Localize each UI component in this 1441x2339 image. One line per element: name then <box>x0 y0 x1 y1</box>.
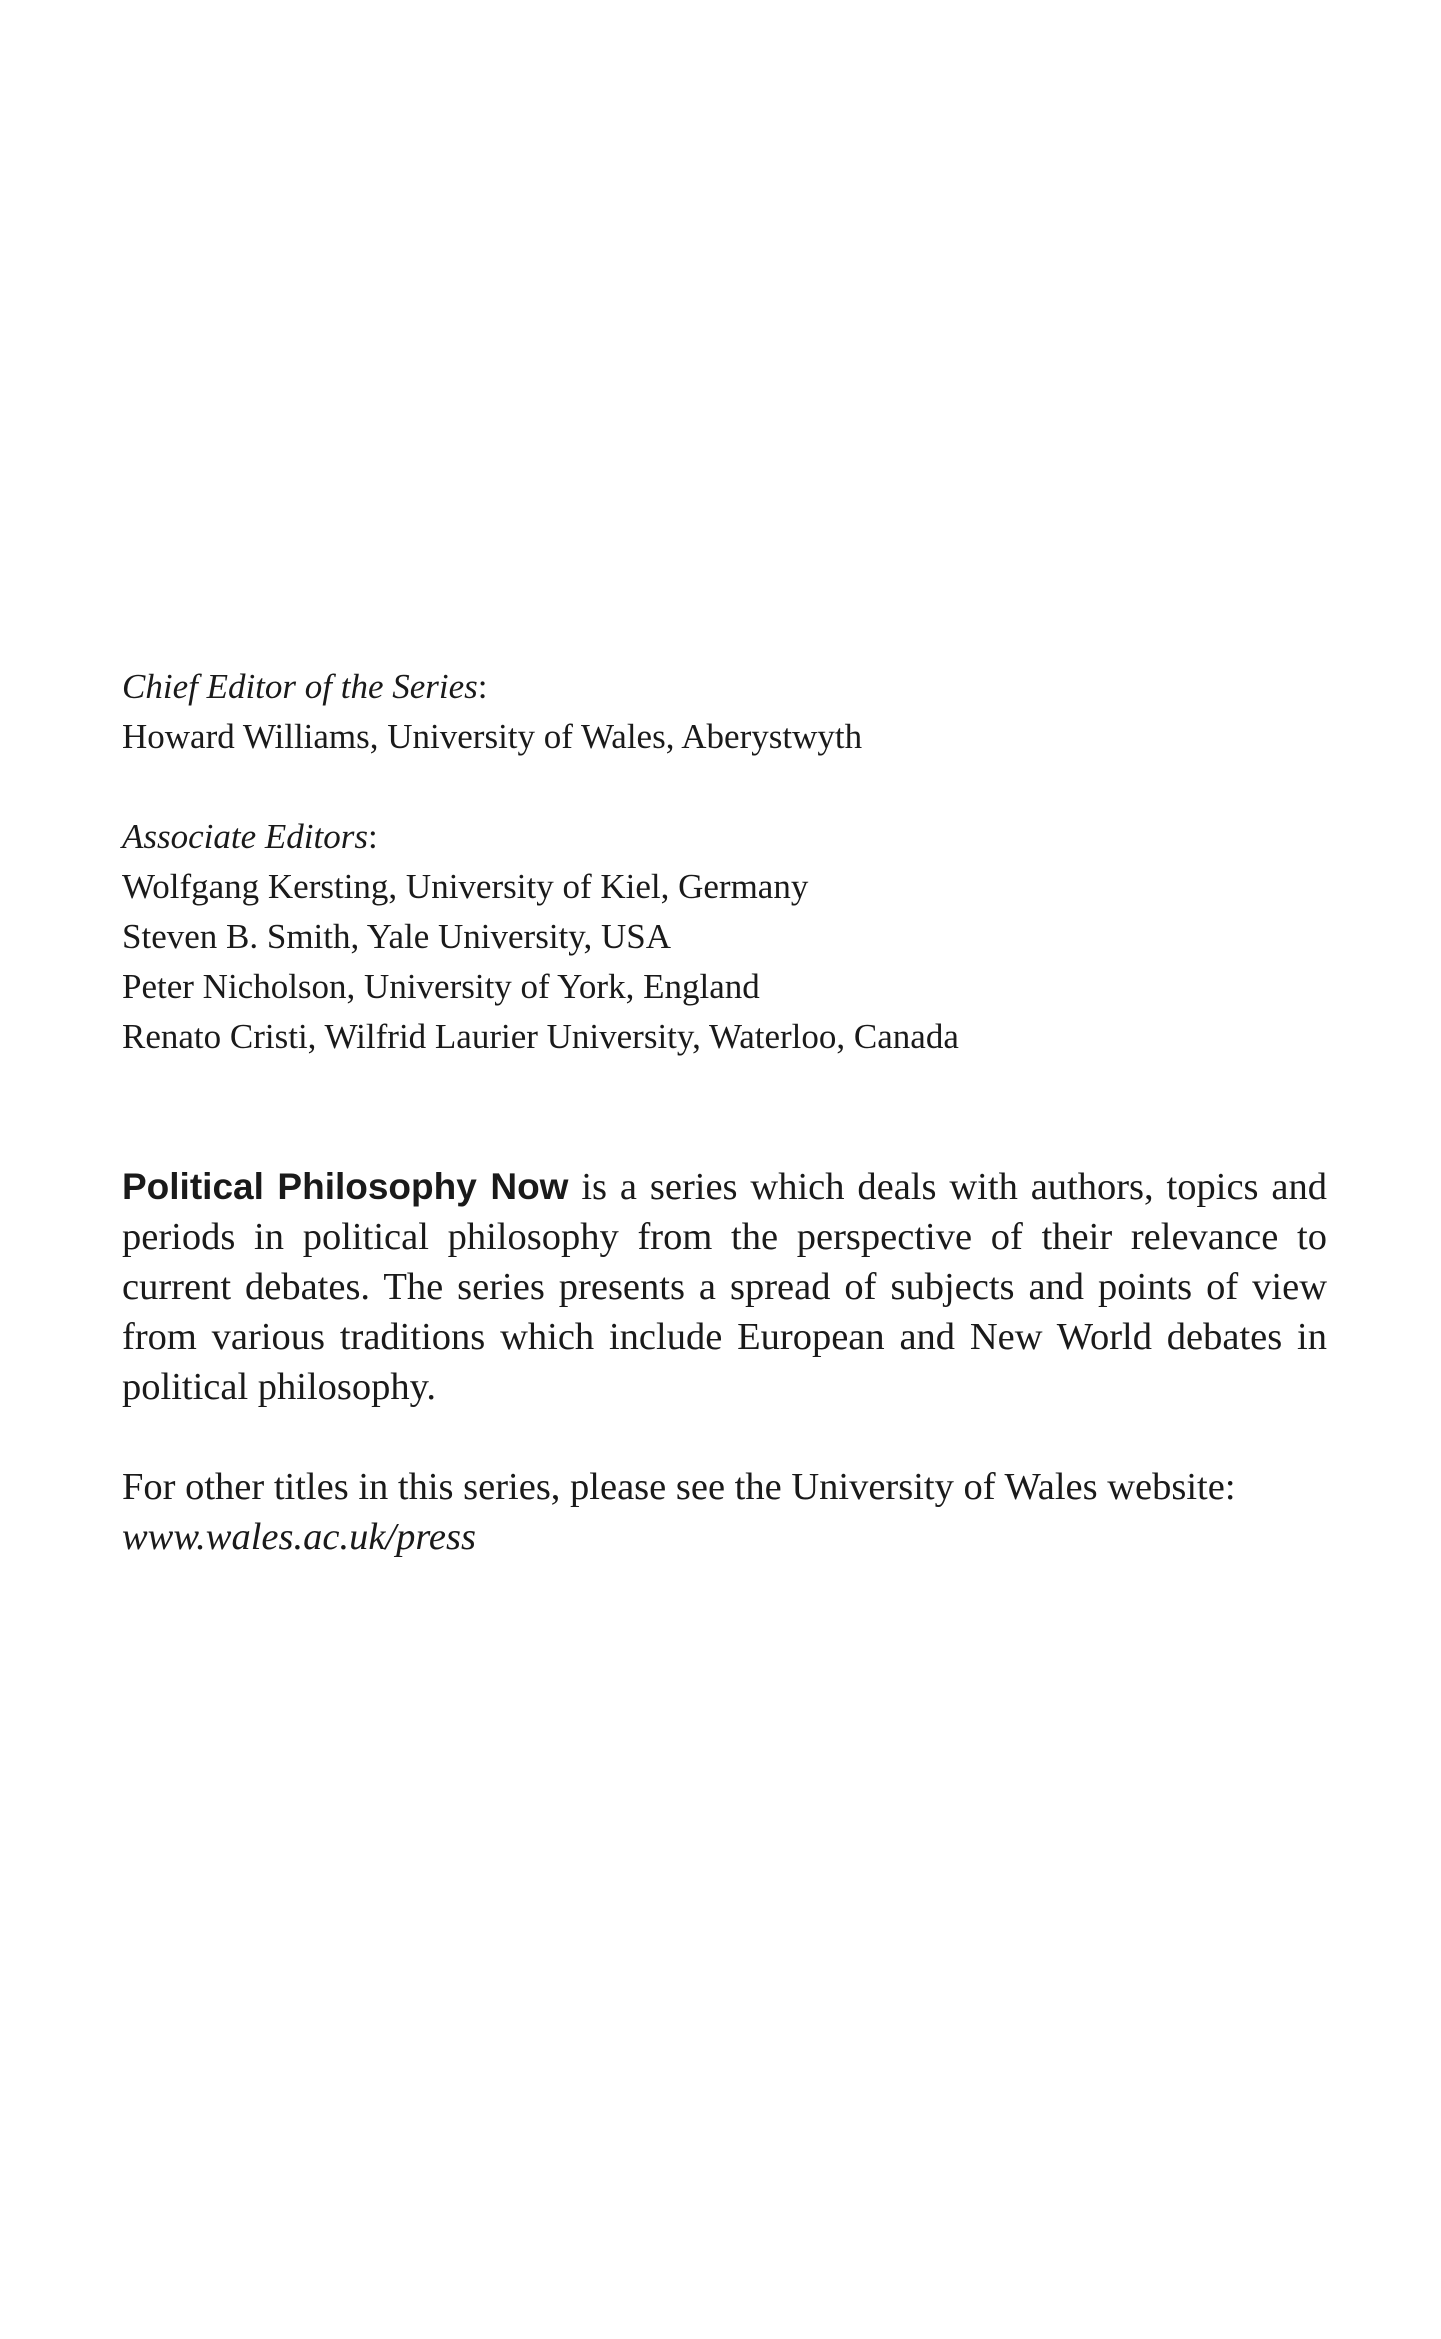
series-description-text: is a series which deals with authors, topics and periods in political philosophy from the perspective of their relevance to current debates. The series presents a spread of subjects and points of view from various traditions which include European and New World debates in political philosophy. <box>122 1166 1327 1408</box>
chief-editor-heading-label: Chief Editor of the Series <box>122 667 478 706</box>
spacer <box>122 1412 1327 1462</box>
associate-editor-name: Wolfgang Kersting, University of Kiel, Germany <box>122 867 809 906</box>
associate-editors-heading-label: Associate Editors <box>122 817 368 856</box>
more-titles-note: For other titles in this series, please see the University of Wales website: <box>122 1466 1236 1508</box>
chief-editor-heading <box>122 662 1327 712</box>
series-description <box>122 1162 1327 1412</box>
spacer <box>122 1062 1327 1162</box>
associate-editors-heading-colon: : <box>367 817 378 856</box>
associate-editor-name: Renato Cristi, Wilfrid Laurier University, Waterloo, Canada <box>122 1017 959 1056</box>
chief-editor-heading-colon: : <box>477 667 488 706</box>
associate-editor-name: Steven B. Smith, Yale University, USA <box>122 917 672 956</box>
associate-editors-heading <box>122 812 1327 862</box>
associate-editor-name: Peter Nicholson, University of York, England <box>122 967 760 1006</box>
series-info-page <box>122 662 1327 1562</box>
press-website-link[interactable]: www.wales.ac.uk/press <box>122 1516 476 1558</box>
chief-editor-name: Howard Williams, University of Wales, Aberystwyth <box>122 717 863 756</box>
spacer <box>122 762 1327 812</box>
series-name: Political Philosophy Now <box>122 1166 569 1207</box>
